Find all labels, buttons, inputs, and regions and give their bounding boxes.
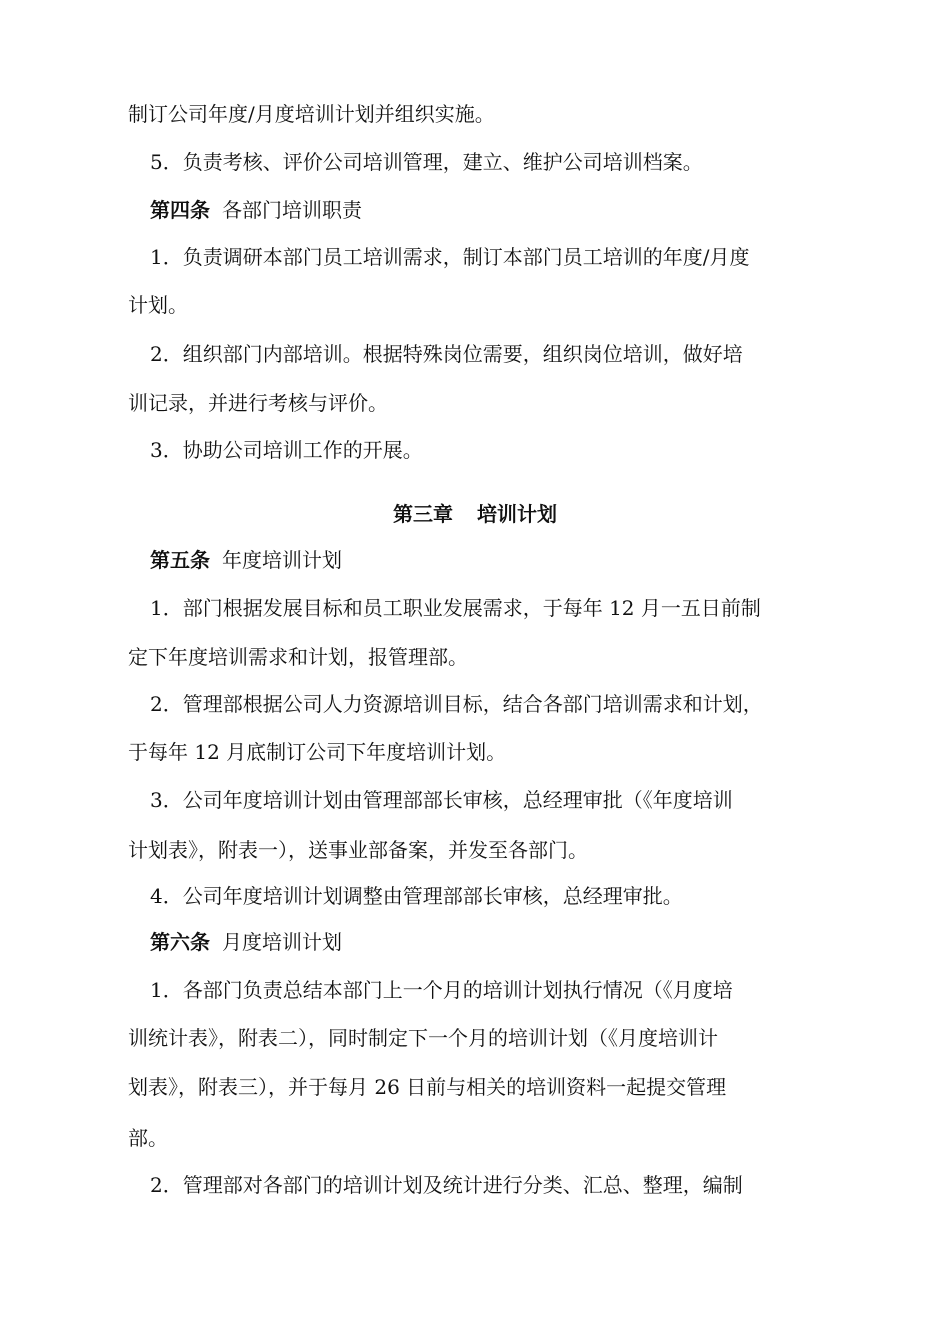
chapter-heading	[0, 500, 950, 528]
paragraph-line: 2．管理部根据公司人力资源培训目标，结合各部门培训需求和计划，	[150, 692, 763, 716]
paragraph-line: 于每年 12 月底制订公司下年度培训计划。	[128, 740, 507, 764]
paragraph-line: 1．各部门负责总结本部门上一个月的培训计划执行情况（《月度培	[150, 978, 733, 1002]
chapter-title: 培训计划	[477, 502, 557, 526]
paragraph-line: 定下年度培训需求和计划，报管理部。	[128, 645, 468, 669]
paragraph-line: 5．负责考核、评价公司培训管理，建立、维护公司培训档案。	[150, 150, 703, 174]
article-title: 月度培训计划	[222, 930, 342, 954]
paragraph-line: 2．组织部门内部培训。根据特殊岗位需要，组织岗位培训，做好培	[150, 342, 743, 366]
paragraph-line: 训记录，并进行考核与评价。	[128, 391, 388, 415]
paragraph-line: 划表》，附表三），并于每月 26 日前与相关的培训资料一起提交管理	[128, 1075, 727, 1099]
paragraph-line: 1．部门根据发展目标和员工职业发展需求，于每年 12 月一五日前制	[150, 596, 761, 620]
article-label: 第五条	[150, 548, 210, 572]
paragraph-line: 计划。	[128, 293, 188, 317]
article-heading-6	[150, 928, 870, 956]
paragraph-line: 计划表》，附表一），送事业部备案，并发至各部门。	[128, 838, 588, 862]
paragraph-line: 2．管理部对各部门的培训计划及统计进行分类、汇总、整理，编制	[150, 1173, 743, 1197]
paragraph-line: 训统计表》，附表二），同时制定下一个月的培训计划（《月度培训计	[128, 1026, 718, 1050]
article-title: 各部门培训职责	[222, 198, 362, 222]
paragraph-line: 4．公司年度培训计划调整由管理部部长审核，总经理审批。	[150, 884, 683, 908]
article-label: 第四条	[150, 198, 210, 222]
paragraph-line: 制订公司年度/月度培训计划并组织实施。	[128, 102, 495, 126]
article-heading-4	[150, 196, 870, 224]
article-heading-5	[150, 546, 870, 574]
chapter-label: 第三章	[393, 502, 453, 526]
paragraph-line: 3．协助公司培训工作的开展。	[150, 438, 423, 462]
article-label: 第六条	[150, 930, 210, 954]
paragraph-line: 部。	[128, 1126, 168, 1150]
paragraph-line: 1．负责调研本部门员工培训需求，制订本部门员工培训的年度/月度	[150, 245, 750, 269]
paragraph-line: 3．公司年度培训计划由管理部部长审核，总经理审批（《年度培训	[150, 788, 733, 812]
article-title: 年度培训计划	[222, 548, 342, 572]
